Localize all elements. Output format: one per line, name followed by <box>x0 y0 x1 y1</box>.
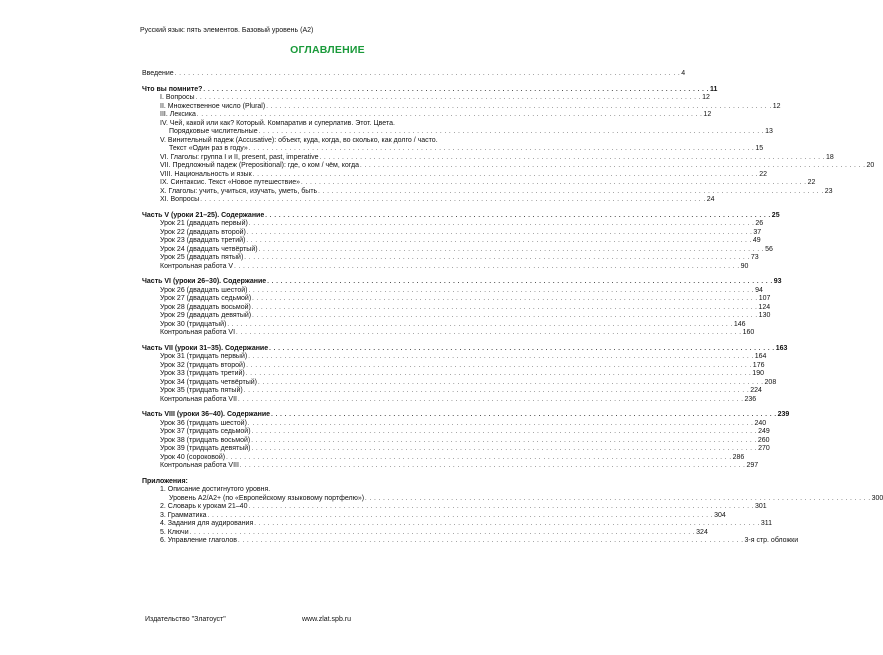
leader-dots <box>269 345 775 354</box>
toc-entry-page: 3-я стр. обложки <box>744 537 799 544</box>
toc-section-label: Часть V (уроки 21–25). Содержание <box>142 211 265 219</box>
toc-entry-label: Урок 34 (тридцать четвёртый) <box>160 378 257 386</box>
toc-section-heading[interactable] <box>142 211 780 221</box>
toc-entry[interactable] <box>142 494 883 504</box>
toc-entry-page: 12 <box>772 102 781 110</box>
toc-entry[interactable] <box>142 370 764 379</box>
leader-dots <box>252 312 758 321</box>
leader-dots <box>251 437 757 446</box>
toc-entry-label: Урок 21 (двадцать первый) <box>160 220 248 227</box>
toc-entry-label: IV. Чей, какой или как? Который. Компаратив и суперлатив. Этот. Цвета. <box>160 119 395 127</box>
leader-dots <box>200 196 706 205</box>
toc-entry-page: 90 <box>740 262 749 270</box>
toc-entry[interactable] <box>142 162 875 171</box>
toc-entry[interactable] <box>142 245 773 255</box>
toc-entry-page: 146 <box>733 320 746 328</box>
toc-entry-label: IX. Синтаксис. Текст «Новое путешествие» <box>160 179 301 186</box>
leader-dots <box>175 70 681 79</box>
leader-dots <box>365 495 871 504</box>
toc-entry[interactable] <box>142 228 762 238</box>
leader-dots <box>197 111 703 120</box>
toc-entry[interactable] <box>142 303 771 313</box>
toc-entry-label-continued: Порядковые числительные <box>169 128 258 135</box>
toc-entry-label: III. Лексика <box>160 111 196 118</box>
leader-dots <box>252 295 758 304</box>
toc-section-heading[interactable] <box>142 278 782 287</box>
toc-entry-page: 73 <box>750 254 759 261</box>
toc-entry-label: Урок 39 (тридцать девятый) <box>160 445 251 452</box>
leader-dots <box>318 188 824 197</box>
table-of-contents <box>142 70 883 546</box>
leader-dots <box>253 171 759 180</box>
toc-entry-page: 22 <box>759 170 767 178</box>
toc-entry-page: 160 <box>742 329 755 336</box>
toc-entry-label: Урок 37 (тридцать седьмой) <box>160 428 251 435</box>
toc-entry[interactable] <box>142 528 708 538</box>
toc-entry-page: 22 <box>807 179 816 186</box>
toc-entry-label: Урок 30 (тридцатый) <box>160 320 227 328</box>
leader-dots <box>248 503 754 512</box>
toc-entry[interactable] <box>142 387 762 396</box>
toc-entry-page: 286 <box>732 453 745 461</box>
toc-section-heading[interactable] <box>142 85 718 95</box>
leader-dots <box>267 278 773 287</box>
toc-entry-page: 236 <box>744 395 757 403</box>
toc-entry-page: 20 <box>866 162 875 169</box>
toc-entry-page: 324 <box>696 528 708 536</box>
leader-dots <box>244 387 750 396</box>
running-header: Русский язык: пять элементов. Базовый уровень (А2) <box>140 27 314 34</box>
footer-url: www.zlat.spb.ru <box>302 616 352 623</box>
toc-entry-label: Урок 27 (двадцать седьмой) <box>160 295 252 302</box>
leader-dots <box>227 321 733 330</box>
toc-entry[interactable] <box>142 196 715 205</box>
toc-entry[interactable] <box>142 378 777 388</box>
toc-entry[interactable] <box>142 286 763 296</box>
leader-dots <box>226 454 732 463</box>
toc-entry-label: 4. Задания для аудирования <box>160 520 254 527</box>
toc-entry[interactable] <box>142 170 767 180</box>
toc-entry-label: II. Множественное число (Plural) <box>160 102 266 110</box>
toc-entry-label: Урок 24 (двадцать четвёртый) <box>160 245 258 253</box>
leader-dots <box>254 520 760 529</box>
toc-entry-label: Урок 40 (сороковой) <box>160 453 226 461</box>
toc-entry-page: 4 <box>681 70 686 77</box>
leader-dots <box>259 128 765 137</box>
toc-entry-label: Введение <box>142 70 174 77</box>
toc-entry[interactable] <box>142 462 759 471</box>
toc-entry-label: Урок 29 (двадцать девятый) <box>160 312 252 319</box>
toc-entry-page: 190 <box>752 370 764 377</box>
toc-entry-page: 23 <box>824 187 833 195</box>
toc-entry[interactable] <box>142 237 761 246</box>
toc-entry-page: 37 <box>753 228 762 236</box>
toc-entry-intro[interactable] <box>142 70 686 79</box>
toc-entry-label-continued: Текст «Один раз в году» <box>169 145 248 152</box>
toc-entry-page: 208 <box>764 378 777 386</box>
toc-entry-label: Урок 28 (двадцать восьмой) <box>160 303 251 311</box>
toc-entry-label: Урок 32 (тридцать второй) <box>160 361 246 369</box>
toc-entry-label: XI. Вопросы <box>160 196 200 203</box>
toc-entry-page: 311 <box>760 520 772 527</box>
leader-dots <box>265 212 771 221</box>
page-title: ОГЛАВЛЕНИЕ <box>290 44 365 56</box>
leader-dots <box>259 246 765 255</box>
toc-entry-label: Урок 33 (тридцать третий) <box>160 370 245 377</box>
toc-section-heading[interactable] <box>142 344 788 354</box>
toc-entry[interactable] <box>142 537 799 546</box>
toc-section-label: Часть VIII (уроки 36–40). Содержание <box>142 411 271 418</box>
leader-dots <box>360 162 866 171</box>
toc-section-page: 93 <box>773 278 782 285</box>
toc-entry-page: 240 <box>754 419 767 427</box>
toc-entry-page: 12 <box>703 111 712 118</box>
toc-entry-label: Контрольная работа V <box>160 262 234 270</box>
leader-dots <box>238 537 744 546</box>
toc-section-page: 239 <box>777 411 790 418</box>
toc-entry-label: VI. Глаголы: группа I и II, present, past, imperative <box>160 153 319 161</box>
leader-dots <box>252 428 758 437</box>
toc-entry-page: 49 <box>752 237 761 244</box>
toc-entry[interactable] <box>142 428 770 437</box>
toc-section-page: 11 <box>709 85 718 93</box>
toc-entry-page: 107 <box>758 295 771 302</box>
toc-entry-label: 2. Словарь к урокам 21–40 <box>160 503 248 510</box>
leader-dots <box>247 229 753 238</box>
toc-section-page: 163 <box>775 344 788 352</box>
toc-entry-page: 249 <box>758 428 770 435</box>
toc-entry-label: X. Глаголы: учить, учиться, изучать, уметь, быть <box>160 187 318 195</box>
toc-entry-page: 270 <box>758 445 770 452</box>
toc-entry-label: Урок 35 (тридцать пятый) <box>160 387 243 394</box>
toc-entry[interactable] <box>142 361 765 371</box>
leader-dots <box>236 329 742 338</box>
toc-entry-page: 24 <box>706 196 715 203</box>
toc-entry-page: 164 <box>754 353 767 360</box>
toc-entry-label: Урок 22 (двадцать второй) <box>160 228 246 236</box>
leader-dots <box>248 353 754 362</box>
leader-dots <box>266 103 772 112</box>
toc-section-heading[interactable] <box>142 411 790 420</box>
leader-dots <box>240 462 746 471</box>
toc-entry-page: 15 <box>755 145 764 152</box>
appendix-heading: Приложения: <box>142 477 188 485</box>
leader-dots <box>246 362 752 371</box>
leader-dots <box>246 370 752 379</box>
toc-entry[interactable] <box>142 295 771 304</box>
leader-dots <box>196 94 702 103</box>
leader-dots <box>249 145 755 154</box>
toc-entry-label: 1. Описание достигнутого уровня. <box>160 486 271 493</box>
toc-entry-label: I. Вопросы <box>160 94 195 101</box>
toc-entry[interactable] <box>142 111 712 120</box>
toc-section-label: Что вы помните? <box>142 85 203 93</box>
footer-publisher: Издательство "Златоуст" <box>145 616 226 623</box>
toc-entry-label: 6. Управление глаголов <box>160 537 237 544</box>
toc-entry-label: Контрольная работа VIII <box>160 462 239 469</box>
toc-section-label: Часть VII (уроки 31–35). Содержание <box>142 344 269 352</box>
toc-entry-label: Урок 38 (тридцать восьмой) <box>160 436 251 444</box>
toc-entry[interactable] <box>142 145 764 154</box>
toc-entry-label: VII. Предложный падеж (Prepositional): где, о ком / чём, когда <box>160 162 359 169</box>
toc-entry-label: Урок 23 (двадцать третий) <box>160 237 246 244</box>
toc-entry-page: 301 <box>755 503 767 510</box>
toc-entry-label: Урок 25 (двадцать пятый) <box>160 254 244 261</box>
leader-dots <box>301 179 807 188</box>
toc-entry-label: 3. Грамматика <box>160 511 207 519</box>
toc-entry[interactable] <box>142 128 773 137</box>
toc-entry-page: 18 <box>826 153 834 161</box>
toc-entry[interactable] <box>142 445 770 454</box>
toc-entry[interactable] <box>142 312 771 321</box>
toc-entry-page: 26 <box>755 220 764 227</box>
leader-dots <box>249 220 755 229</box>
toc-entry-label: V. Винительный падеж (Accusative): объект, куда, когда, во сколько, как долго / часто. <box>160 136 438 144</box>
leader-dots <box>246 237 752 246</box>
leader-dots <box>234 263 740 272</box>
toc-entry-page: 297 <box>746 462 759 469</box>
toc-section-page: 25 <box>771 211 780 219</box>
toc-entry[interactable] <box>142 511 726 521</box>
toc-entry-label-continued: Уровень А2/А2+ (по «Европейскому языковому портфелю») <box>169 494 365 502</box>
toc-entry-label: 5. Ключи <box>160 528 189 536</box>
toc-section-label: Часть VI (уроки 26–30). Содержание <box>142 278 267 285</box>
toc-entry-page: 224 <box>750 387 762 394</box>
leader-dots <box>208 512 714 521</box>
toc-entry[interactable] <box>142 220 764 229</box>
toc-entry[interactable] <box>142 453 745 463</box>
toc-entry[interactable] <box>142 395 757 405</box>
toc-entry-page: 304 <box>714 511 726 519</box>
toc-entry[interactable] <box>142 520 772 529</box>
leader-dots <box>252 445 758 454</box>
leader-dots <box>258 379 764 388</box>
toc-entry-label: Урок 36 (тридцать шестой) <box>160 419 247 427</box>
leader-dots <box>252 304 758 313</box>
toc-entry-page: 176 <box>752 361 765 369</box>
leader-dots <box>190 529 696 538</box>
toc-entry-page: 56 <box>765 245 773 253</box>
toc-entry-page: 260 <box>757 436 770 444</box>
leader-dots <box>271 411 777 420</box>
toc-entry[interactable] <box>142 353 767 362</box>
leader-dots <box>319 154 825 163</box>
toc-entry-page: 94 <box>755 286 763 294</box>
toc-entry[interactable] <box>142 436 770 446</box>
toc-entry-page: 124 <box>758 303 771 311</box>
toc-entry-page: 300 <box>871 494 883 502</box>
toc-entry[interactable] <box>142 94 710 103</box>
toc-entry-page: 13 <box>765 128 773 135</box>
toc-entry-label: Контрольная работа VII <box>160 395 237 403</box>
toc-entry[interactable] <box>142 329 755 338</box>
toc-entry[interactable] <box>142 320 746 330</box>
toc-entry[interactable] <box>142 153 834 163</box>
leader-dots <box>248 420 754 429</box>
toc-entry-label: Урок 26 (двадцать шестой) <box>160 286 248 294</box>
toc-entry-label: VIII. Национальность и язык <box>160 170 252 178</box>
toc-entry[interactable] <box>142 503 767 512</box>
toc-entry[interactable] <box>142 419 767 429</box>
leader-dots <box>249 287 755 296</box>
leader-dots <box>244 254 750 263</box>
toc-entry-page: 130 <box>758 312 771 319</box>
toc-entry-label: Урок 31 (тридцать первый) <box>160 353 248 360</box>
leader-dots <box>203 86 709 95</box>
toc-entry[interactable] <box>142 262 749 272</box>
toc-entry-label: Контрольная работа VI <box>160 329 236 336</box>
toc-entry[interactable] <box>142 102 781 112</box>
leader-dots <box>238 396 744 405</box>
toc-entry-page: 12 <box>702 94 710 101</box>
toc-entry[interactable] <box>142 179 816 188</box>
toc-entry[interactable] <box>142 254 759 263</box>
toc-entry[interactable] <box>142 187 833 197</box>
